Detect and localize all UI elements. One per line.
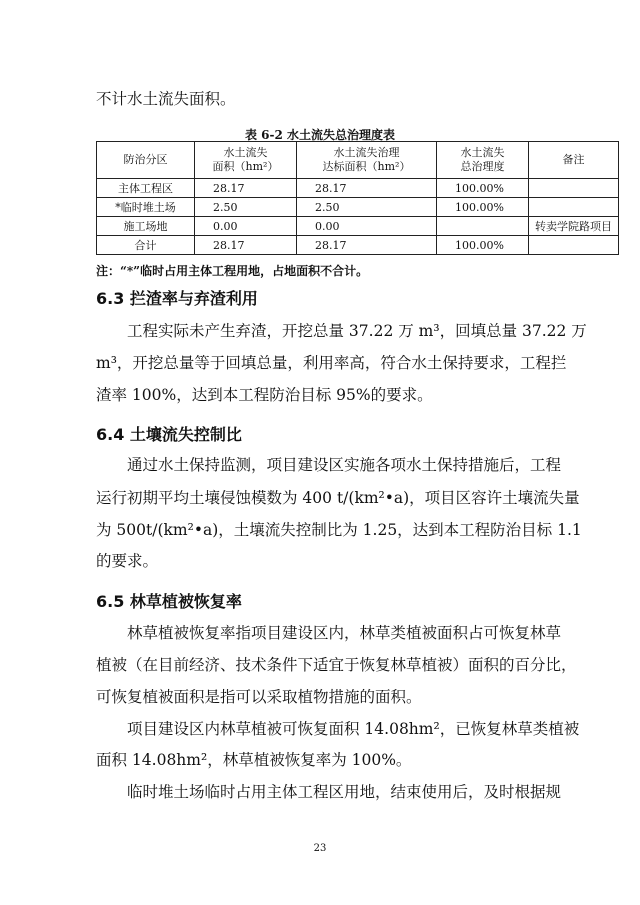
paragraph-line: 通过水土保持监测，项目建设区实施各项水土保持措施后，工程 bbox=[127, 456, 562, 474]
paragraph-line: 林草植被恢复率指项目建设区内，林草类植被面积占可恢复林草 bbox=[127, 624, 562, 642]
table-row bbox=[97, 236, 619, 255]
cell-zone: *临时堆土场 bbox=[97, 198, 195, 217]
paragraph-line: 的要求。 bbox=[96, 552, 159, 570]
cell-area: 28.17 bbox=[195, 236, 297, 255]
header-area: 水土流失 面积（hm²） bbox=[195, 142, 297, 179]
header-degree: 水土流失 总治理度 bbox=[437, 142, 529, 179]
header-remark: 备注 bbox=[529, 142, 619, 179]
cell-zone: 主体工程区 bbox=[97, 179, 195, 198]
cell-treated: 28.17 bbox=[297, 179, 437, 198]
table-header-row bbox=[97, 142, 619, 179]
table-row bbox=[97, 217, 619, 236]
cell-degree: 100.00% bbox=[437, 179, 529, 198]
table-row bbox=[97, 198, 619, 217]
paragraph-line: 为 500t/(km²•a)，土壤流失控制比为 1.25，达到本工程防治目标 1.1 bbox=[96, 521, 582, 539]
cell-treated: 2.50 bbox=[297, 198, 437, 217]
paragraph-line: 工程实际未产生弃渣，开挖总量 37.22 万 m³，回填总量 37.22 万 bbox=[127, 322, 587, 340]
cell-zone: 合计 bbox=[97, 236, 195, 255]
paragraph-line: 植被（在目前经济、技术条件下适宜于恢复林草植被）面积的百分比， bbox=[96, 656, 577, 674]
cell-degree: 100.00% bbox=[437, 198, 529, 217]
section-heading-6-4: 6.4 土壤流失控制比 bbox=[96, 425, 242, 444]
intro-line: 不计水土流失面积。 bbox=[96, 90, 236, 108]
table-note: 注：“*”临时占用主体工程用地，占地面积不合计。 bbox=[96, 264, 369, 278]
header-treated: 水土流失治理 达标面积（hm²） bbox=[297, 142, 437, 179]
header-zone: 防治分区 bbox=[97, 142, 195, 179]
cell-remark bbox=[529, 236, 619, 255]
paragraph-line: 运行初期平均土壤侵蚀模数为 400 t/(km²•a)，项目区容许土壤流失量 bbox=[96, 489, 580, 507]
cell-area: 0.00 bbox=[195, 217, 297, 236]
paragraph-line: 项目建设区内林草植被可恢复面积 14.08hm²，已恢复林草类植被 bbox=[127, 720, 580, 738]
cell-remark bbox=[529, 179, 619, 198]
paragraph-line: 可恢复植被面积是指可以采取植物措施的面积。 bbox=[96, 688, 422, 706]
cell-degree bbox=[437, 217, 529, 236]
paragraph-line: 面积 14.08hm²，林草植被恢复率为 100%。 bbox=[96, 751, 412, 769]
table-caption: 表 6-2 水土流失总治理度表 bbox=[244, 128, 396, 142]
cell-treated: 0.00 bbox=[297, 217, 437, 236]
page-number: 23 bbox=[313, 843, 327, 854]
soil-erosion-table bbox=[96, 141, 619, 255]
cell-area: 28.17 bbox=[195, 179, 297, 198]
cell-zone: 施工场地 bbox=[97, 217, 195, 236]
cell-treated: 28.17 bbox=[297, 236, 437, 255]
table-row bbox=[97, 179, 619, 198]
section-heading-6-3: 6.3 拦渣率与弃渣利用 bbox=[96, 289, 258, 308]
cell-remark bbox=[529, 198, 619, 217]
cell-degree: 100.00% bbox=[437, 236, 529, 255]
paragraph-line: 临时堆土场临时占用主体工程区用地，结束使用后，及时根据规 bbox=[127, 783, 562, 801]
section-heading-6-5: 6.5 林草植被恢复率 bbox=[96, 592, 242, 611]
cell-area: 2.50 bbox=[195, 198, 297, 217]
cell-remark: 转卖学院路项目 bbox=[529, 217, 619, 236]
paragraph-line: m³，开挖总量等于回填总量，利用率高，符合水土保持要求，工程拦 bbox=[96, 354, 567, 372]
paragraph-line: 渣率 100%，达到本工程防治目标 95%的要求。 bbox=[96, 386, 433, 404]
